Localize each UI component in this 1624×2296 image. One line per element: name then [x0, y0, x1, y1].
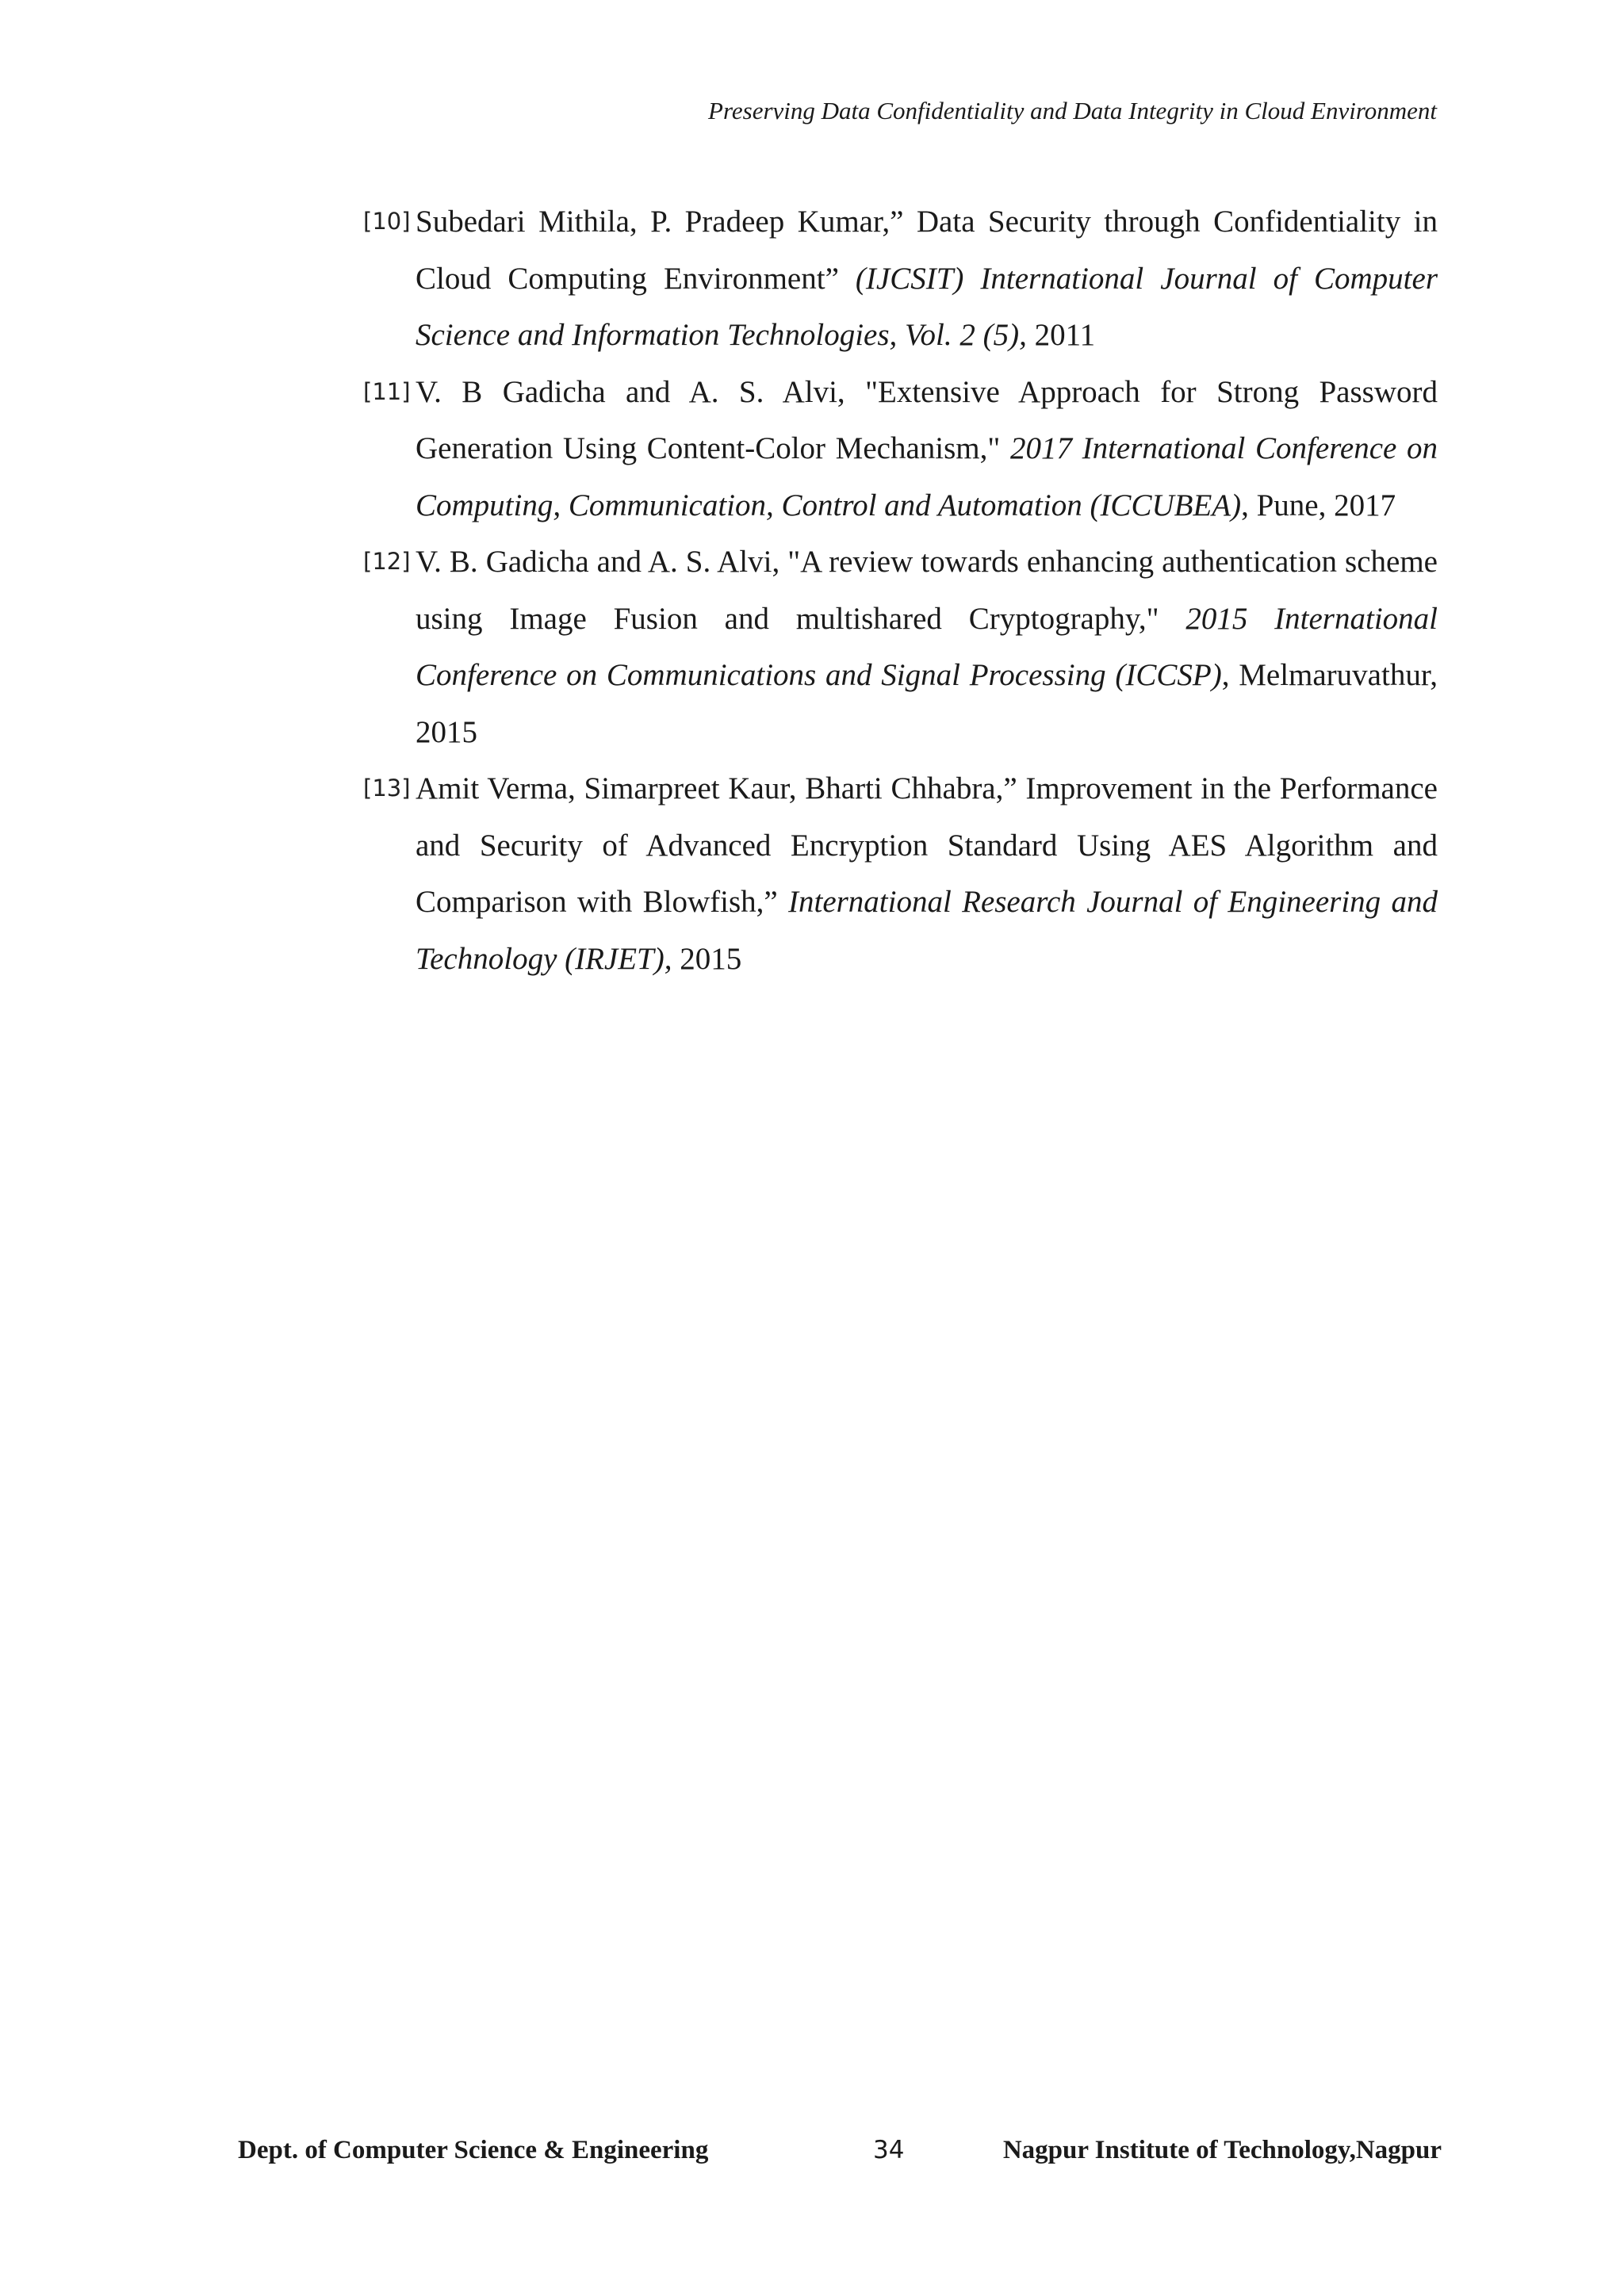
reference-part: , Pune, 2017: [1241, 488, 1396, 522]
reference-item: [363, 534, 1438, 760]
reference-part: Subedari Mithila, P. Pradeep Kumar,” Data Security through Confidentiality in Cloud Computing Environment”: [416, 205, 1438, 296]
reference-item: [363, 760, 1438, 987]
footer-department: Dept. of Computer Science & Engineering: [238, 2136, 709, 2164]
reference-text: [416, 205, 1438, 352]
page-number: 34: [873, 2136, 905, 2164]
reference-part: 2015: [672, 941, 742, 976]
footer-institute: Nagpur Institute of Technology,Nagpur: [1002, 2136, 1442, 2164]
reference-part: Amit Verma, Simarpreet Kaur, Bharti Chhabra,” Improvement in the Performance and Security of Advanced Encryption Standard Using AES Algorithm and Comparison with Blowfish,”: [416, 771, 1438, 919]
page-footer: [0, 2136, 1624, 2175]
reference-text: [416, 375, 1438, 522]
reference-number: [13]: [363, 775, 411, 802]
reference-number: [11]: [363, 377, 411, 405]
reference-part-italic: International Research Journal of Engineering and Technology (IRJET),: [416, 885, 1438, 976]
reference-part: 2011: [1026, 318, 1096, 352]
reference-part: V. B. Gadicha and A. S. Alvi, "A review towards enhancing authentication scheme using Image Fusion and multishared Cryptography,": [416, 545, 1438, 636]
reference-text: [416, 545, 1438, 749]
reference-part: V. B Gadicha and A. S. Alvi, "Extensive Approach for Strong Password Generation Using Content-Color Mechanism,": [416, 374, 1438, 465]
reference-part-italic: 2015 International Conference on Communications and Signal Processing (ICCSP): [416, 601, 1438, 692]
reference-item: [363, 364, 1438, 534]
reference-part-italic: (IJCSIT) International Journal of Computer Science and Information Technologies, Vol. 2 (5),: [416, 261, 1438, 352]
reference-number: [12]: [363, 548, 411, 575]
running-header: Preserving Data Confidentiality and Data Integrity in Cloud Environment: [708, 97, 1437, 124]
reference-part-italic: 2017 International Conference on Computing, Communication, Control and Automation (ICCUBEA): [416, 431, 1438, 522]
reference-text: [416, 771, 1438, 976]
reference-list: [363, 193, 1438, 987]
reference-number: [10]: [363, 208, 411, 235]
reference-part: , Melmaruvathur, 2015: [416, 658, 1438, 749]
reference-item: [363, 193, 1438, 364]
